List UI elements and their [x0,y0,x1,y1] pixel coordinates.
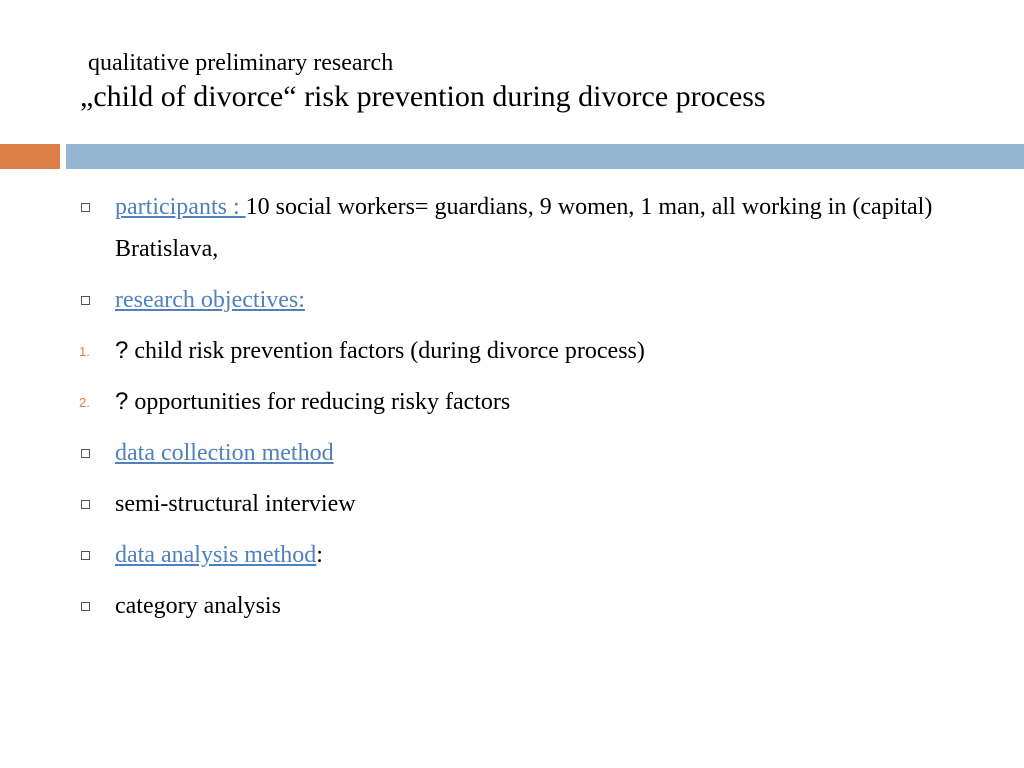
data-collection-method-link[interactable]: data collection method [115,440,334,466]
objective-2-text: opportunities for reducing risky factors [128,389,511,415]
question-mark: ? [115,388,129,415]
list-number: 1. [79,344,90,359]
research-objectives-link[interactable]: research objectives: [115,287,305,313]
list-item-research-objectives [78,279,978,321]
interview-text: semi-structural interview [115,491,356,517]
slide-title: „child of divorce“ risk prevention during divorce process [80,80,766,113]
bullet-list [78,186,978,636]
data-analysis-suffix: : [316,542,323,568]
square-bullet-icon [81,296,90,305]
square-bullet-icon [81,551,90,560]
square-bullet-icon [81,500,90,509]
objective-1-text: child risk prevention factors (during divorce process) [128,338,645,364]
list-item-participants [78,186,978,270]
list-item-data-analysis [78,534,978,576]
category-analysis-text: category analysis [115,593,281,619]
list-number: 2. [79,395,90,410]
title-block [80,48,980,116]
slide-subtitle: qualitative preliminary research [88,50,394,76]
participants-text: 10 social workers= guardians, 9 women, 1 man, all working in (capital) Bratislava, [115,194,933,262]
square-bullet-icon [81,449,90,458]
list-item-objective-1 [78,330,978,372]
question-mark: ? [115,337,129,364]
list-item-interview [78,483,978,525]
list-item-data-collection [78,432,978,474]
list-item-category-analysis [78,585,978,627]
accent-bar-orange [0,144,60,169]
data-analysis-method-link[interactable]: data analysis method [115,542,317,568]
list-item-objective-2 [78,381,978,423]
square-bullet-icon [81,602,90,611]
square-bullet-icon [81,203,90,212]
participants-link[interactable]: participants : [115,194,246,220]
accent-bar-blue [66,144,1024,169]
